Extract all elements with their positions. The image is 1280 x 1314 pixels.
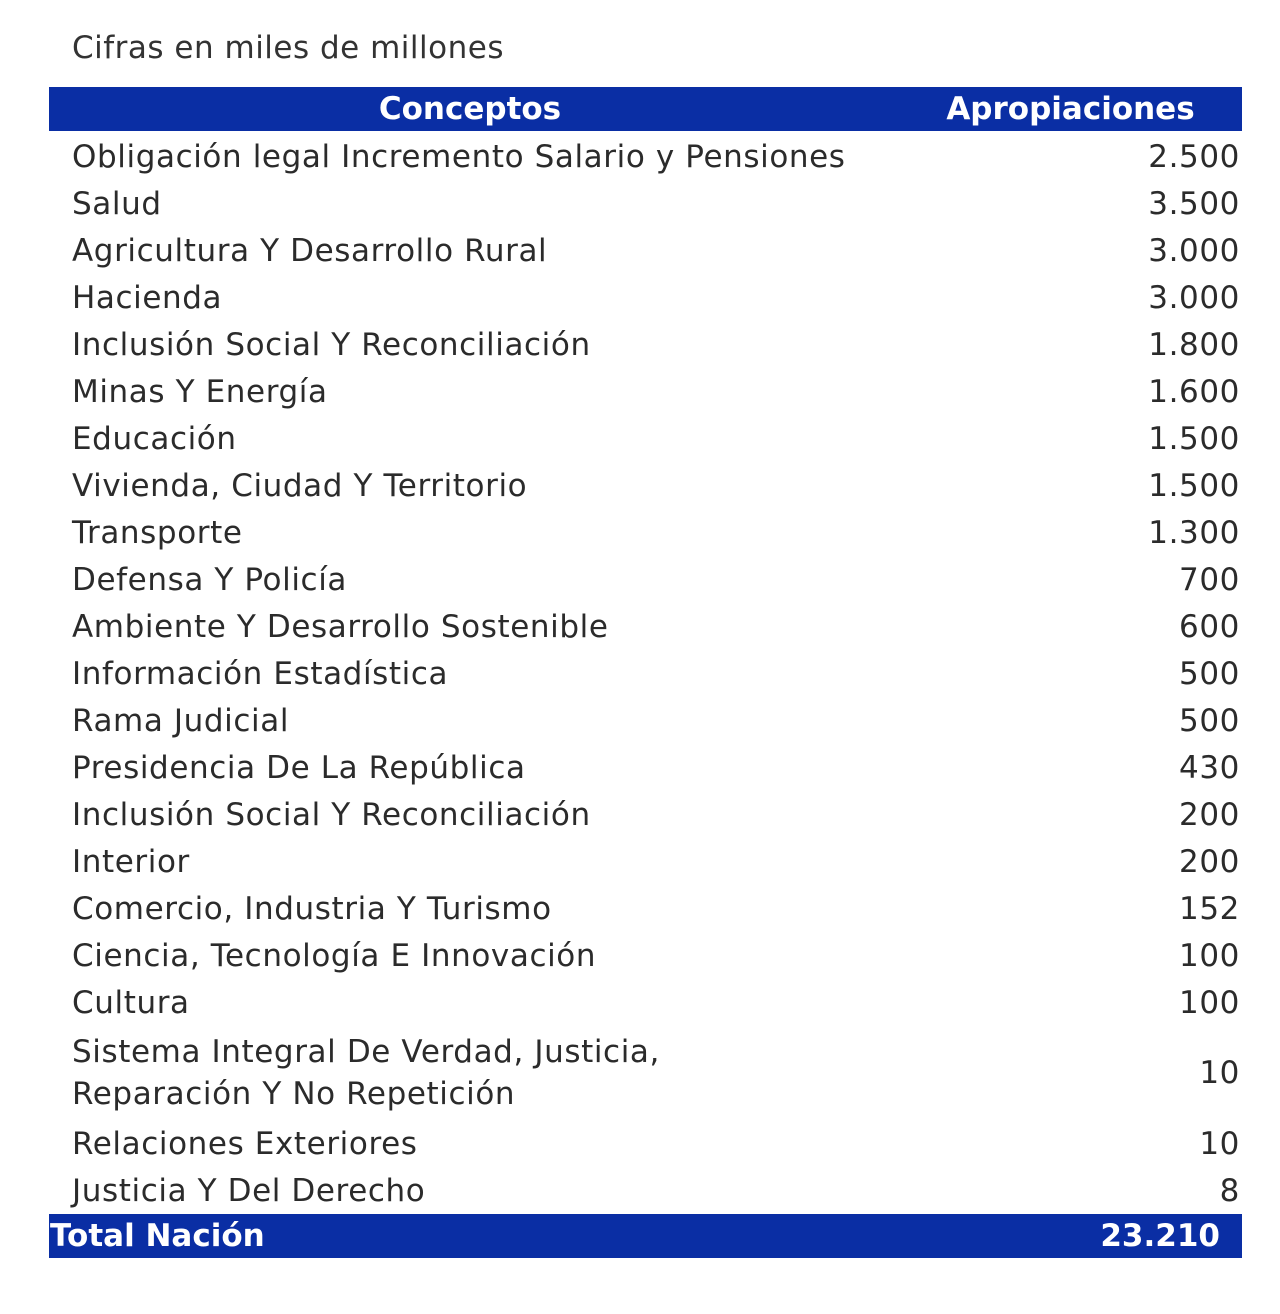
row-value: 100 [1179, 984, 1240, 1021]
row-value: 10 [1199, 1125, 1240, 1162]
row-value: 200 [1179, 796, 1240, 833]
table-row [49, 838, 1242, 885]
row-concept: Transporte [72, 514, 243, 551]
row-concept: Minas Y Energía [72, 373, 328, 410]
row-concept: Educación [72, 420, 237, 457]
table-row [49, 1026, 1242, 1120]
table-caption: Cifras en miles de millones [72, 30, 504, 66]
table-row [49, 509, 1242, 556]
table-row [49, 274, 1242, 321]
table-row [49, 368, 1242, 415]
row-concept: Obligación legal Incremento Salario y Pensiones [72, 138, 846, 175]
table-row [49, 650, 1242, 697]
row-value: 1.500 [1148, 420, 1240, 457]
row-value: 3.000 [1148, 232, 1240, 269]
header-concept: Conceptos [378, 91, 562, 127]
table-row [49, 462, 1242, 509]
row-value: 3.000 [1148, 279, 1240, 316]
row-value: 1.600 [1148, 373, 1240, 410]
row-value: 3.500 [1148, 185, 1240, 222]
row-value: 1.800 [1148, 326, 1240, 363]
total-row [49, 1214, 1242, 1258]
total-value: 23.210 [1100, 1218, 1220, 1254]
table-row [49, 791, 1242, 838]
row-value: 1.300 [1148, 514, 1240, 551]
total-label: Total Nación [50, 1218, 265, 1254]
row-concept: Inclusión Social Y Reconciliación [72, 326, 591, 363]
row-concept: Ciencia, Tecnología E Innovación [72, 937, 597, 974]
row-value: 8 [1219, 1172, 1240, 1209]
row-concept: Inclusión Social Y Reconciliación [72, 796, 591, 833]
row-value: 100 [1179, 937, 1240, 974]
row-concept: Agricultura Y Desarrollo Rural [72, 232, 548, 269]
table-row [49, 932, 1242, 979]
row-concept: Relaciones Exteriores [72, 1125, 418, 1162]
row-concept: Cultura [72, 984, 190, 1021]
row-value: 2.500 [1148, 138, 1240, 175]
row-concept: Ambiente Y Desarrollo Sostenible [72, 608, 609, 645]
row-value: 1.500 [1148, 467, 1240, 504]
table-row [49, 227, 1242, 274]
row-concept: Información Estadística [72, 655, 449, 692]
row-concept: Presidencia De La República [72, 749, 526, 786]
row-value: 152 [1179, 890, 1240, 927]
table-body [49, 131, 1242, 1214]
table-row [49, 556, 1242, 603]
row-value: 700 [1179, 561, 1240, 598]
row-concept: Comercio, Industria Y Turismo [72, 890, 552, 927]
table-row [49, 180, 1242, 227]
row-value: 600 [1179, 608, 1240, 645]
row-concept: Justicia Y Del Derecho [72, 1172, 426, 1209]
table-row [49, 415, 1242, 462]
table-row [49, 603, 1242, 650]
table-row [49, 133, 1242, 180]
table-row [49, 885, 1242, 932]
row-concept: Salud [72, 185, 162, 222]
row-concept: Hacienda [72, 279, 223, 316]
row-value: 430 [1179, 749, 1240, 786]
appropriations-table [49, 87, 1242, 1258]
row-concept: Vivienda, Ciudad Y Territorio [72, 467, 528, 504]
row-value: 200 [1179, 843, 1240, 880]
row-value: 500 [1179, 702, 1240, 739]
table-row [49, 321, 1242, 368]
table-row [49, 744, 1242, 791]
table-row [49, 1120, 1242, 1167]
row-concept: Interior [72, 843, 190, 880]
table-header [49, 87, 1242, 131]
row-concept: Sistema Integral De Verdad, Justicia, Reparación Y No Repetición [72, 1034, 660, 1112]
header-value: Apropiaciones [946, 91, 1195, 127]
row-concept: Defensa Y Policía [72, 561, 348, 598]
row-concept: Rama Judicial [72, 702, 290, 739]
row-value: 10 [1199, 1055, 1240, 1091]
table-row [49, 1167, 1242, 1214]
row-value: 500 [1179, 655, 1240, 692]
table-row [49, 697, 1242, 744]
table-row [49, 979, 1242, 1026]
